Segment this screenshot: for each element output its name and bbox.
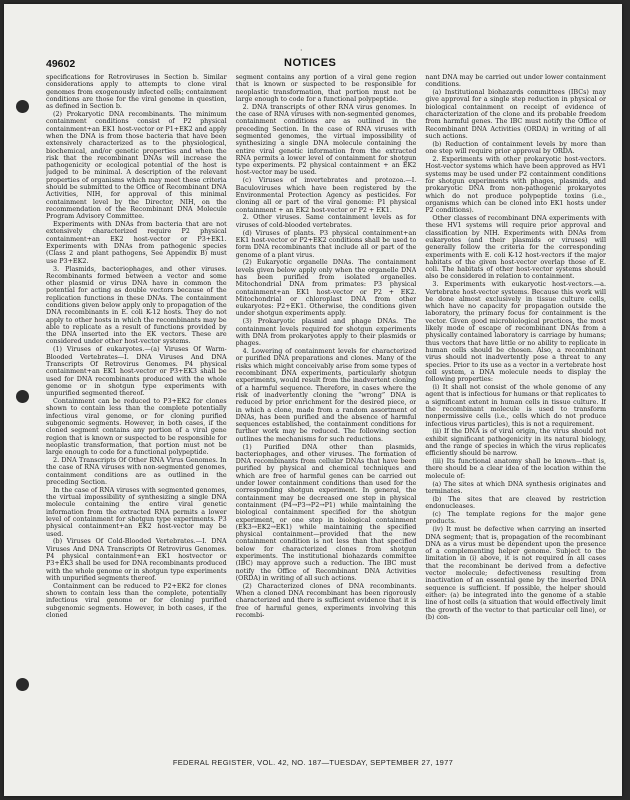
paragraph: 2. Other viruses. Same containment levels as for viruses of cold-blooded vertebrates. xyxy=(235,213,417,229)
section-title: NOTICES xyxy=(284,57,337,69)
column-1 xyxy=(46,74,227,744)
text-columns xyxy=(46,74,606,744)
paragraph: (ii) If the DNA is of viral origin, the virus should not exhibit significant pathogenicity in its natural biology, and the range of species in which the virus replicates efficiently should be narrow. xyxy=(425,427,606,458)
paragraph: (iii) Its functional anatomy shall be known—that is, there should be a clear idea of the location within the molecule of: xyxy=(425,457,606,480)
page-footer: FEDERAL REGISTER, VOL. 42, NO. 187—TUESDAY, SEPTEMBER 27, 1977 xyxy=(172,758,454,767)
paragraph: (b) Reduction of containment levels by more than one step will require prior approval by ORDA. xyxy=(425,139,606,156)
paragraph: segment contains any portion of a viral gene region that is known or suspected to be responsible for neoplastic transformation, that portion must not be large enough to code for a functional polypeptide. xyxy=(235,74,417,103)
column-2 xyxy=(236,74,417,744)
paragraph: (1) Viruses of eukaryotes.—(a) Viruses Of Warm-Blooded Vertebrates—I. DNA Viruses And DNA Transcripts Of Retrovirus Genomes. P4 physical containment+an EK1 host-vector or P3+EK3 shall be used for DNA recombinants produced with the whole genome or in shotgun type experiments with unpurified segmented thereof. xyxy=(46,345,227,398)
paragraph: (2) Characterized clones of DNA recombinants. When a cloned DNA recombinant has been rigorously characterized and there is sufficient evidence that it is free of harmful genes, experiments involving this recombi- xyxy=(235,581,417,620)
paragraph: (d) Viruses of plants. P3 physical containment+an EK1 host-vector or P2+EK2 conditions shall be used to form DNA recombinants that include all or part of the genome of a plant virus. xyxy=(235,228,417,259)
top-center-mark: · xyxy=(300,46,303,55)
paragraph: (c) Viruses of invertebrates and protozoa.—I. Baculoviruses which have been registered by the Environmental Protection Agency as pesticides. For cloning all or part of the viral genome: P1 physical containment + an EK2 host-vector or P2 + EK1. xyxy=(235,176,417,214)
paragraph: specifications for Retroviruses in Section b. Similar considerations apply to attempts to clone viral genomes from exogenously infected cells; containment conditions are those for the viral genome in question, as defined in Section b. xyxy=(46,74,227,111)
paragraph: 2. DNA Transcripts Of Other RNA Virus Genomes. In the case of RNA viruses with non-segmented genomes, containment conditions are as outlined in the preceding Section. xyxy=(46,456,227,486)
paragraph: (b) Viruses Of Cold-Blooded Vertebrates.—I. DNA Viruses And DNA Transcripts Of Retrovirus Genomes. P4 physical containment+an EK1 hostvector or P3+EK3 shall be used for DNA recombinants produced with the whole genome or in shotgun type experiments with unpurified segments thereof. xyxy=(46,537,227,582)
paragraph: Containment can be reduced to P3+EK2 for clones shown to contain less than the complete potentially infectious viral genome, or for cloning purified subgenomic segments. However, in both cases, if the cloned segment contains any portion of a viral gene region that is known or suspected to be responsible for neoplastic transformation, that portion must not be large enough to code for a functional polypeptide. xyxy=(46,397,227,457)
paragraph: (2) Eukaryotic organelle DNAs. The containment levels given below apply only when the organelle DNA has been purified from isolated organelles. Mitochondrial DNA from primates: P3 physical containment+an EK1 host-vector or P2 + EK2. Mitochondrial or chloroplast DNA from other eukaryotes: P2+EK1. Otherwise, the conditions given under shotgun experiments apply. xyxy=(235,258,417,318)
paragraph: 2. DNA transcripts of other RNA virus genomes. In the case of RNA viruses with non-segmented genomes, containment conditions are as outlined in the preceding Section. In the case of RNA viruses with segmented genomes, the virtual impossibility of synthesizing a single DNA molecule containing the entire viral genetic information from the extracted RNA permits a lower level of containment for shotgun type experiments. P2 physical containment + an EK2 host-vector may be used. xyxy=(235,102,417,177)
paragraph: (a) The sites at which DNA synthesis originates and terminates. xyxy=(425,479,606,495)
binder-hole-top xyxy=(16,100,29,113)
binder-hole-middle xyxy=(16,390,29,403)
paragraph: 3. Experiments with eukaryotic host-vectors.—a. Vertebrate host-vector systems. Because this work will be done almost exclusively in tissue culture cells, which have no capacity for propagation outside the laboratory, the primary focus for containment is the vector. Given good microbiological practices, the most likely mode of escape of recombinant DNAs from a physically contained laboratory is carriage by humans; thus vectors that have little or no ability to replicate in human cells should be chosen. Also, a recombinant virus should not inadvertently pose a threat to any species. Prior to its use as a vector in a vertebrate host cell system, a DNA molecule needs to display the following properties: xyxy=(425,280,606,384)
paragraph: 4. Lowering of containment levels for characterized or purified DNA preparations and clones. Many of the risks which might conceivably arise from some types of recombinant DNA experiments, particularly shotgun experiments, would result from the inadvertent cloning of a harmful sequence. Therefore, in cases where the risk of inadvertently cloning the “wrong” DNA is reduced by prior enrichment for the desired piece, or in which a clone, made from a random assortment of DNAs, has been purified and the absence of harmful sequences established, the containment conditions for further work may be reduced. The following section outlines the mechanisms for such reductions. xyxy=(235,347,417,443)
binder-hole-bottom xyxy=(16,678,29,691)
paragraph: (c) The template regions for the major gene products. xyxy=(425,510,606,526)
paragraph: Experiments with DNAs from bacteria that are not extensively characterized require P2 physical containment+an EK2 host-vector or P3+EK1. Experiments with DNAs from pathogenic species (Class 2 and plant pathogens, See Appendix B) must use P3+EK2. xyxy=(46,220,227,265)
paragraph: (2) Prokaryotic DNA recombinants. The minimum containment conditions consist of P2 physical containment+an EK1 host-vector or P1+EK2 and apply when the DNA is from those bacteria that have been extensively characterized as to the physiological, biochemical, and/or genetic properties and when the risk that the recombinant DNAs will increase the pathogenicity or ecological potential of the host is judged to be minimal. A description of the relevant properties of organisms which may meet these criteria should be submitted to the Office of Recombinant DNA Activities, NIH, for approval of this minimal containment level by the Director, NIH, on the recommendation of the Recombinant DNA Molecule Program Advisory Committee. xyxy=(46,110,227,221)
paragraph: 3. Plasmids, bacteriophages, and other viruses. Recombinants formed between a vector and some other plasmid or virus DNA have in common the potential for acting as double vectors because of the replication functions in these DNAs. The containment conditions given below apply only to propagation of the DNA recombinants in E. coli K-12 hosts. They do not apply to other hosts in which the recombinants may be able to replicate as a result of functions provided by the DNA inserted into the EK vectors. These are considered under other host-vector systems. xyxy=(46,264,227,346)
document-page xyxy=(4,4,622,796)
paragraph: (iv) It must be defective when carrying an inserted DNA segment; that is, propagation of the recombinant DNA as a virus must be dependent upon the presence of a complementing helper genome. Subject to the limitation in (i) above, it is not required in all cases that the recombinant be derived from a defective vector molecule; defectiveness resulting from inactivation of an essential gene by the inserted DNA sequence is sufficient. If possible, the helper should either: (a) be integrated into the genome of a stable line of host cells (a situation that would effectively limit the growth of the vector to that particular cell line), or (b) con- xyxy=(425,525,606,621)
paragraph: (i) It shall not consist of the whole genome of any agent that is infectious for humans or that replicates to a significant extent in human cells in tissue culture. If the recombinant molecule is used to transform nonpermissive cells (i.e., cells which do not produce infectious virus particles), this is not a requirement. xyxy=(425,383,606,428)
paragraph: (b) The sites that are cleaved by restriction endonucleases. xyxy=(425,494,606,511)
paragraph: (3) Prokaryotic plasmid and phage DNAs. The containment levels required for shotgun experiments with DNA from prokaryotes apply to their plasmids or phages. xyxy=(235,317,417,348)
page-number: 49602 xyxy=(46,58,76,70)
paragraph: nant DNA may be carried out under lower containment conditions. xyxy=(425,74,606,89)
paragraph: Other classes of recombinant DNA experiments with these HV1 systems will require prior approval and classification by NIH. Experiments with DNAs from eukaryotes (and their plasmids or viruses) will generally follow the criteria for the corresponding experiments with E. coli K-12 host-vectors if the major habitats of the given host-vector overlap those of E. coli. The habitats of other host-vector systems should also be considered in relation to containment. xyxy=(425,214,606,281)
paragraph: In the case of RNA viruses with segmented genomes, the virtual impossibility of synthesizing a single DNA molecule containing the entire viral genetic information from the extracted RNA permits a lower level of containment for shotgun type experiments. P3 physical containment+an EK2 host-vector may be used. xyxy=(46,485,227,538)
paragraph: (a) Institutional biohazards committees (IBCs) may give approval for a single step reduction in physical or biological containment on receipt of evidence of characterization of the clone and its probable freedom from harmful genes. The IBC must notify the Office of Recombinant DNA Activities (ORDA) in writing of all such actions. xyxy=(425,88,606,140)
paragraph: (1) Purified DNA other than plasmids, bacteriophages, and other viruses. The formation of DNA recombinants from cellular DNAs that have been purified by physical and chemical techniques and which are free of harmful genes can be carried out under lower containment conditions than used for the corresponding shotgun experiment. In general, the containment may be decreased one step in physical containment (P4→P3→P2→P1) while maintaining the biological containment specified for the shotgun experiment, or one step in biological containment (EK3→EK2→EK1) while maintaining the specified physical containment—provided that the new containment condition is not less than that specified below for characterized clones from shotgun experiments. The institutional biohazards committee (IBC) may approve such a reduction. The IBC must notify the Office of Recombinant DNA Activities (ORDA) in writing of all such actions. xyxy=(235,442,417,582)
paragraph: 2. Experiments with other prokaryotic host-vectors. Host-vector systems which have been approved as HV1 systems may be used under P2 containment conditions for shotgun experiments with phages, plasmids, and prokaryotic DNA from non-pathogenic prokaryotes which do not produce polypeptide toxins (i.e., organisms which can be cloned into EK1 hosts under P2 conditions). xyxy=(425,155,606,215)
paragraph: Containment can be reduced to P2+EK2 for clones shown to contain less than the complete, potentially infectious viral genome or for cloning purified subgenomic segments. However, in both cases, if the cloned xyxy=(46,581,227,620)
column-3 xyxy=(425,74,606,744)
